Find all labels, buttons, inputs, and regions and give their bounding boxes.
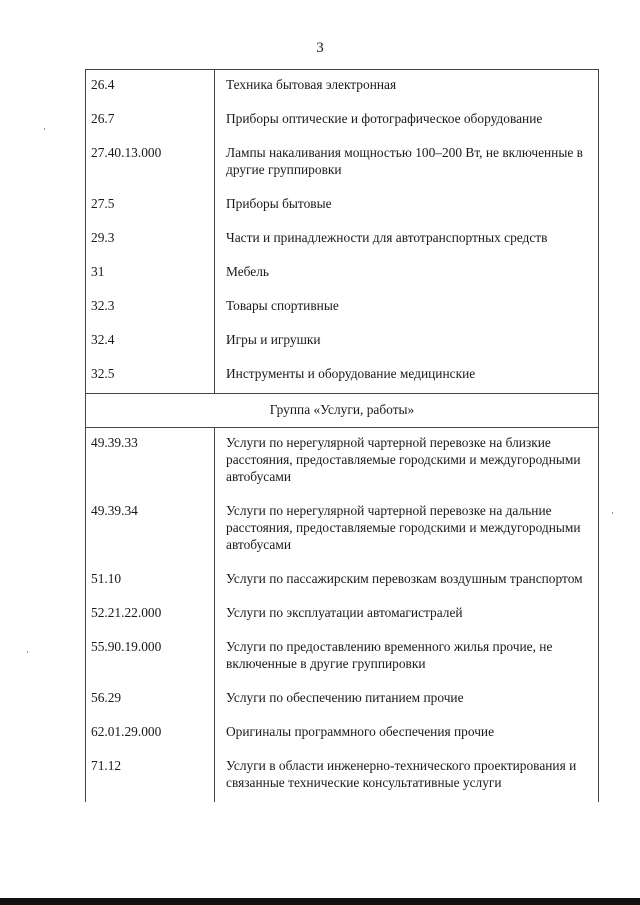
table-row bbox=[86, 257, 599, 291]
table-row bbox=[86, 717, 599, 751]
table-row bbox=[86, 496, 599, 564]
code-cell: 29.3 bbox=[86, 223, 215, 257]
code-cell: 55.90.19.000 bbox=[86, 632, 215, 683]
table-row bbox=[86, 632, 599, 683]
code-cell: 62.01.29.000 bbox=[86, 717, 215, 751]
table-row bbox=[86, 564, 599, 598]
scan-speck bbox=[44, 128, 45, 130]
description-cell: Части и принадлежности для автотранспортных средств bbox=[215, 223, 599, 257]
code-cell: 49.39.34 bbox=[86, 496, 215, 564]
scan-edge-bar bbox=[0, 898, 640, 905]
description-cell: Приборы бытовые bbox=[215, 189, 599, 223]
description-cell: Техника бытовая электронная bbox=[215, 70, 599, 105]
page-number: 3 bbox=[316, 40, 324, 56]
code-cell: 27.5 bbox=[86, 189, 215, 223]
table-row bbox=[86, 223, 599, 257]
description-cell: Услуги по обеспечению питанием прочие bbox=[215, 683, 599, 717]
table-row bbox=[86, 325, 599, 359]
table-row bbox=[86, 70, 599, 105]
code-cell: 52.21.22.000 bbox=[86, 598, 215, 632]
description-cell: Услуги по пассажирским перевозкам воздушным транспортом bbox=[215, 564, 599, 598]
group-heading: Группа «Услуги, работы» bbox=[86, 394, 599, 428]
table-row bbox=[86, 683, 599, 717]
table-row bbox=[86, 291, 599, 325]
table-row bbox=[86, 598, 599, 632]
table-row bbox=[86, 359, 599, 394]
table-row bbox=[86, 428, 599, 497]
code-cell: 27.40.13.000 bbox=[86, 138, 215, 189]
classification-table bbox=[85, 69, 599, 802]
code-cell: 49.39.33 bbox=[86, 428, 215, 497]
description-cell: Услуги в области инженерно-технического проектирования и связанные технические консультативные услуги bbox=[215, 751, 599, 802]
description-cell: Инструменты и оборудование медицинские bbox=[215, 359, 599, 394]
description-cell: Услуги по нерегулярной чартерной перевозке на близкие расстояния, предоставляемые городскими и междугородными автобусами bbox=[215, 428, 599, 497]
code-cell: 31 bbox=[86, 257, 215, 291]
code-cell: 56.29 bbox=[86, 683, 215, 717]
code-cell: 32.5 bbox=[86, 359, 215, 394]
description-cell: Лампы накаливания мощностью 100–200 Вт, не включенные в другие группировки bbox=[215, 138, 599, 189]
description-cell: Приборы оптические и фотографическое оборудование bbox=[215, 104, 599, 138]
description-cell: Услуги по эксплуатации автомагистралей bbox=[215, 598, 599, 632]
code-cell: 26.4 bbox=[86, 70, 215, 105]
description-cell: Услуги по нерегулярной чартерной перевозке на дальние расстояния, предоставляемые городскими и междугородными автобусами bbox=[215, 496, 599, 564]
scan-speck bbox=[612, 512, 613, 514]
table-row bbox=[86, 138, 599, 189]
description-cell: Услуги по предоставлению временного жилья прочие, не включенные в другие группировки bbox=[215, 632, 599, 683]
description-cell: Оригиналы программного обеспечения прочие bbox=[215, 717, 599, 751]
table-row bbox=[86, 751, 599, 802]
description-cell: Мебель bbox=[215, 257, 599, 291]
table-row bbox=[86, 189, 599, 223]
code-cell: 32.3 bbox=[86, 291, 215, 325]
table-row bbox=[86, 104, 599, 138]
scan-speck bbox=[27, 651, 28, 653]
code-cell: 32.4 bbox=[86, 325, 215, 359]
group-heading-row bbox=[86, 394, 599, 428]
code-cell: 26.7 bbox=[86, 104, 215, 138]
description-cell: Товары спортивные bbox=[215, 291, 599, 325]
code-cell: 51.10 bbox=[86, 564, 215, 598]
description-cell: Игры и игрушки bbox=[215, 325, 599, 359]
code-cell: 71.12 bbox=[86, 751, 215, 802]
